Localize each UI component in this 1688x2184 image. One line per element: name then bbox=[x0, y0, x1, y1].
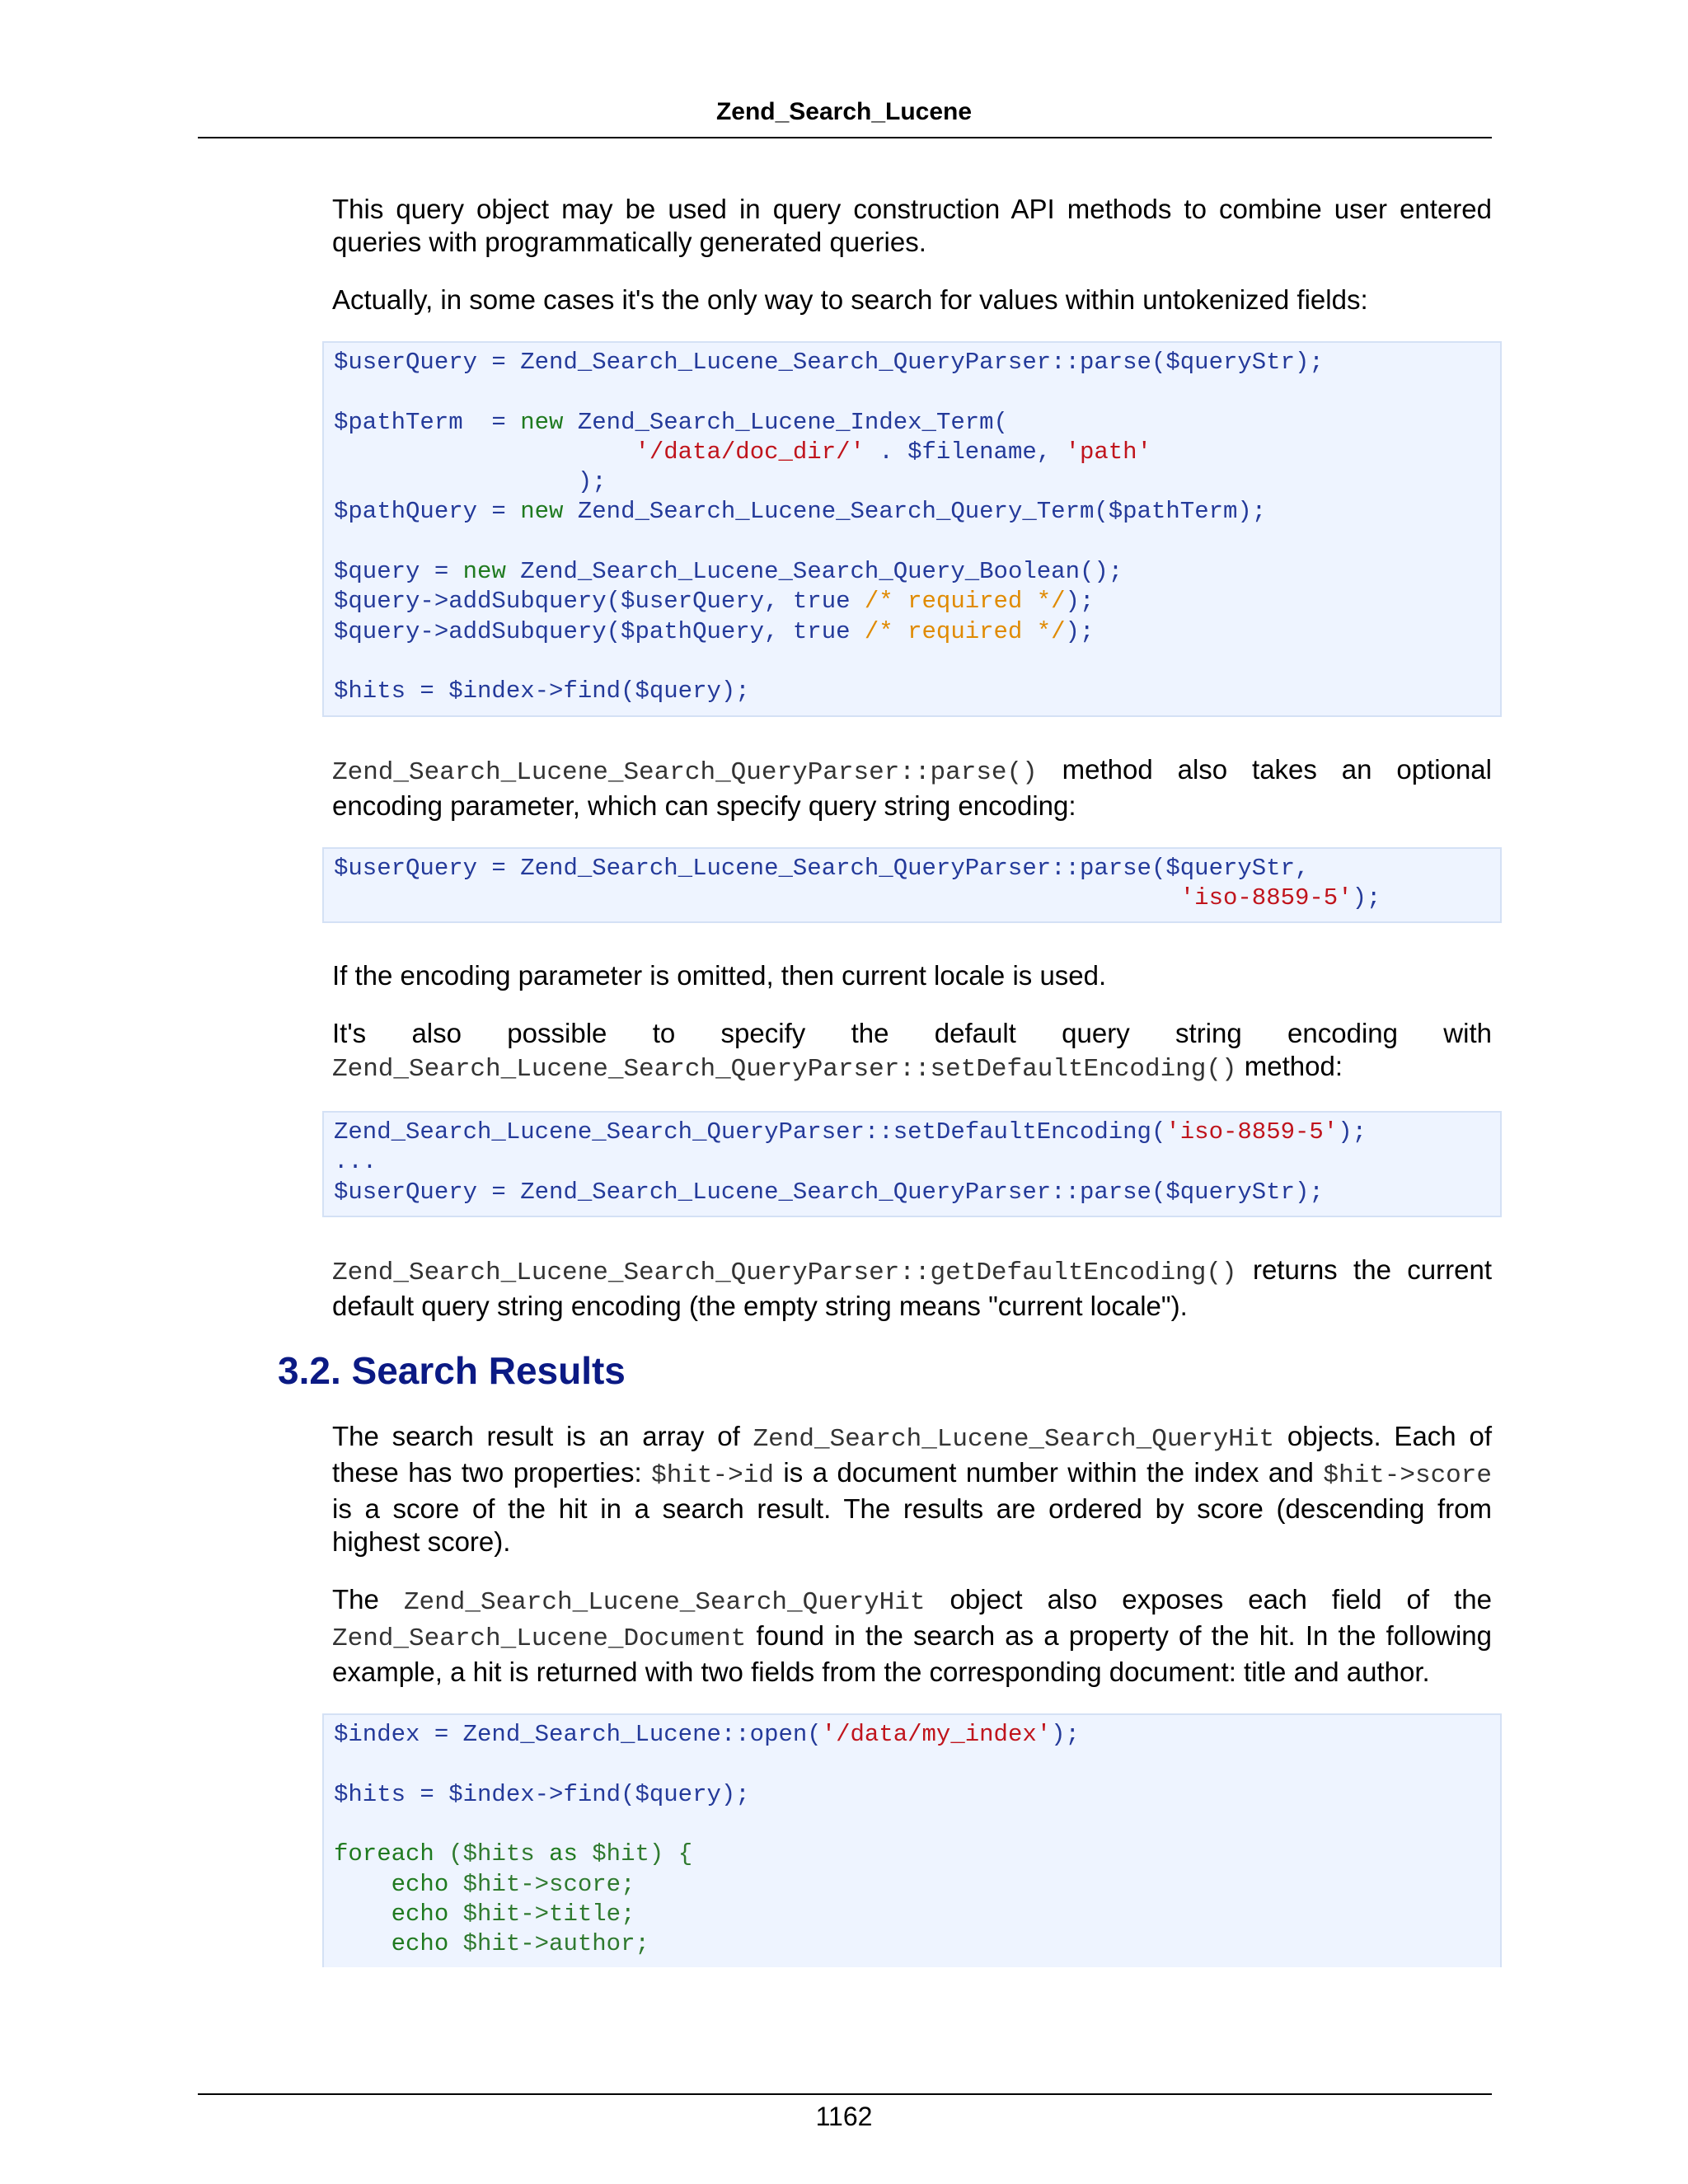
code-line: $userQuery = Zend_Search_Lucene_Search_QueryParser::parse($queryStr); bbox=[334, 349, 1324, 376]
inline-code: $hit->id bbox=[651, 1461, 774, 1491]
code-line: $query = bbox=[334, 558, 463, 586]
code-line: $query->addSubquery($pathQuery, true bbox=[334, 617, 865, 645]
paragraph-locale: If the encoding parameter is omitted, then current locale is used. bbox=[332, 960, 1107, 991]
code-line: $query->addSubquery($userQuery, true bbox=[334, 588, 865, 616]
code-line: $pathQuery = bbox=[334, 498, 521, 526]
header-rule bbox=[198, 137, 1492, 138]
code-line bbox=[334, 438, 635, 466]
footer-rule bbox=[198, 2093, 1492, 2095]
inline-code: Zend_Search_Lucene_Search_QueryParser::parse() bbox=[332, 757, 1038, 787]
code-line: $userQuery = Zend_Search_Lucene_Search_QueryParser::parse($queryStr); bbox=[334, 1178, 1324, 1206]
code-line: echo bbox=[334, 1870, 449, 1898]
code-line: ... bbox=[334, 1148, 377, 1176]
code-line: $pathTerm = bbox=[334, 408, 521, 436]
inline-code: Zend_Search_Lucene_Search_QueryHit bbox=[753, 1425, 1275, 1455]
paragraph-query-object: This query object may be used in query construction API methods to combine user entered queries with programmatically generated queries. bbox=[332, 194, 1492, 257]
code-line: Zend_Search_Lucene_Search_QueryParser::setDefaultEncoding( bbox=[334, 1118, 1166, 1146]
inline-code: Zend_Search_Lucene_Search_QueryHit bbox=[403, 1588, 926, 1618]
paragraph-untokenized: Actually, in some cases it's the only way to search for values within untokenized fields: bbox=[332, 284, 1368, 315]
code-block-set-default-encoding: Zend_Search_Lucene_Search_QueryParser::setDefaultEncoding('iso-8859-5'); ... $userQuery = Zend_Search_Lucene_Search_QueryParser::parse($queryStr); bbox=[322, 1111, 1502, 1217]
code-line: $userQuery = Zend_Search_Lucene_Search_QueryParser::parse($queryStr, bbox=[334, 854, 1310, 882]
code-block-parse-encoding: $userQuery = Zend_Search_Lucene_Search_QueryParser::parse($queryStr, 'iso-8859-5'); bbox=[322, 847, 1502, 924]
paragraph-get-default-encoding: Zend_Search_Lucene_Search_QueryParser::getDefaultEncoding() returns the current default query string encoding (the empty string means "current locale"). bbox=[332, 1254, 1492, 1322]
code-line: ); bbox=[334, 468, 607, 496]
paragraph-parse-encoding: Zend_Search_Lucene_Search_QueryParser::parse() method also takes an optional encoding parameter, which can specify query string encoding: bbox=[332, 753, 1492, 821]
paragraph-default-encoding: It's also possible to specify the default query string encoding with Zend_Search_Lucene_Search_QueryParser::setDefaultEncoding() method: bbox=[332, 1018, 1492, 1085]
inline-code: Zend_Search_Lucene_Search_QueryParser::setDefaultEncoding() bbox=[332, 1055, 1237, 1085]
paragraph-queryhit-fields: The Zend_Search_Lucene_Search_QueryHit object also exposes each field of the Zend_Search_Lucene_Document found in the search as a property of the hit. In the following example, a hit is returned with two fields from the corresponding document: title and author. bbox=[332, 1584, 1492, 1688]
code-line: $index = Zend_Search_Lucene::open( bbox=[334, 1721, 822, 1749]
code-line: echo bbox=[334, 1900, 449, 1928]
running-header: Zend_Search_Lucene bbox=[715, 98, 973, 125]
inline-code: Zend_Search_Lucene_Search_QueryParser::getDefaultEncoding() bbox=[332, 1258, 1237, 1288]
code-block-hits-loop: $index = Zend_Search_Lucene::open('/data/my_index'); $hits = $index->find($query); foreach ($hits as $hit) { echo $hit->score; echo $hit->title; echo $hit->author; bbox=[322, 1713, 1502, 1967]
code-block-boolean-query: $userQuery = Zend_Search_Lucene_Search_QueryParser::parse($queryStr); $pathTerm = new Zend_Search_Lucene_Index_Term( '/data/doc_dir/' . $filename, 'path' ); $pathQuery = new Zend_Search_Lucene_Search_Query_Term($pathTerm); $query = new Zend_Search_Lucene_Search_Query_Boolean(); $query->addSubquery($userQuery, true /* required */); $query->addSubquery($pathQuery, true /* required */); $hits = $index->find($query); bbox=[322, 341, 1502, 717]
page-content bbox=[278, 193, 1492, 1967]
paragraph-search-result: The search result is an array of Zend_Search_Lucene_Search_QueryHit objects. Each of these has two properties: $hit->id is a document number within the index and $hit->score is a score of the hit in a search result. The results are ordered by score (descending from highest score). bbox=[332, 1421, 1492, 1558]
code-line bbox=[334, 884, 1180, 912]
inline-code: Zend_Search_Lucene_Document bbox=[332, 1624, 747, 1654]
code-line: echo bbox=[334, 1930, 449, 1958]
section-heading: 3.2. Search Results bbox=[278, 1349, 626, 1393]
code-line: foreach bbox=[334, 1840, 434, 1868]
code-line: $hits = $index->find($query); bbox=[334, 1780, 750, 1808]
code-line: $hits = $index->find($query); bbox=[334, 677, 750, 705]
page-number: 1162 bbox=[815, 2102, 873, 2131]
inline-code: $hit->score bbox=[1323, 1461, 1492, 1491]
